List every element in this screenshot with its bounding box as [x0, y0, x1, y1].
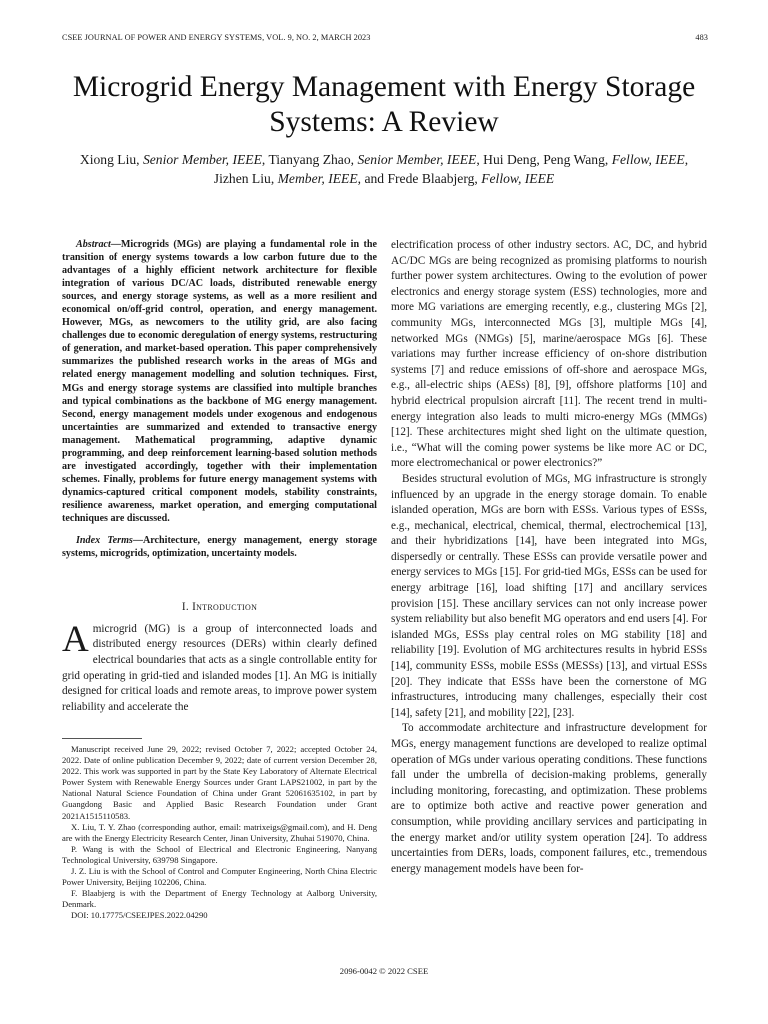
body-paragraph: electrification process of other industry sectors. AC, DC, and hybrid AC/DC MGs are being recognized as promising platforms to nourish further power system architectures. Owing to the evolution of power electronics and energy storage system (ESS) technologies, more and more MG variations are emerging recently, e.g., clustering MGs [2], community MGs, interconnected MGs [3], multiple MGs [4], networked MGs (NMGs) [5], marine/aerospace MGs [6]. These variations may further increase efficiency of on-shore distribution systems [7] and reduce emissions of off-shore and aerospace MGs, e.g., all-electric ships (AESs) [8], [9], offshore platforms [10] and hybrid electrical propulsion aircraft [11]. The recent trend in multi-energy integration also leads to multi micro-energy MGs (MMGs) [12]. These architectures might shed light on the ultimate question, i.e., “What will the coming power systems be like more AC or DC, more electromechanical or power electronics?” — [391, 239, 707, 470]
page-footer: 2096-0042 © 2022 CSEE — [339, 966, 429, 976]
author-role: Senior Member, IEEE — [142, 152, 262, 167]
footnote: X. Liu, T. Y. Zhao (corresponding author, email: matrixeigs@gmail.com), and H. Deng are with the Energy Electricity Research Center, Jinan University, Zhuhai 519070, China. — [62, 821, 377, 843]
intro-text: microgrid (MG) is a group of interconnected loads and distributed energy resources (DERs) within clearly defined electrical boundaries that acts as a single controllable entity for grid operating in grid-tied and islanded modes [1]. An MG is initially designed for critical loads and remote areas, to improve power system reliability and accelerate the — [62, 622, 377, 713]
index-terms — [62, 534, 377, 560]
author-role: Member, IEEE — [277, 171, 358, 186]
author: Tianyang Zhao — [268, 152, 351, 167]
section-heading — [62, 600, 377, 616]
paper-title: Microgrid Energy Management with Energy Storage Systems: A Review — [72, 71, 696, 138]
right-column — [391, 238, 707, 877]
footnotes — [62, 744, 377, 922]
author: Xiong Liu — [79, 152, 137, 167]
author: Hui Deng — [483, 152, 537, 167]
index-terms-label: Index Terms — [76, 535, 133, 547]
body-paragraph: To accommodate architecture and infrastructure development for MGs, energy management functions are developed to realize optimal operation of MGs under various operating conditions. These functions fall under the umbrella of decision-making problems, generally including monitoring, forecasting, and optimization. These problems are to optimize both active and reactive power generation and consumption, while providing ancillary services and participating in the energy market and/or utility system operation [24]. To address uncertainties from DERs, loads, component failures, etc., tremendous energy management models have been for- — [391, 722, 707, 875]
journal-name: CSEE JOURNAL OF POWER AND ENERGY SYSTEMS, VOL. 9, NO. 2, MARCH 2023 — [62, 33, 371, 42]
footnote: F. Blaabjerg is with the Department of Energy Technology at Aalborg University, Denmark. — [62, 888, 377, 910]
author: Jizhen Liu — [213, 171, 271, 186]
abstract — [62, 238, 377, 525]
author-role: Fellow, IEEE — [611, 152, 685, 167]
author-role: Fellow, IEEE — [481, 171, 555, 186]
abstract-label: Abstract — [76, 239, 111, 250]
author: Peng Wang — [543, 152, 605, 167]
author: Frede Blaabjerg — [387, 171, 475, 186]
section-numeral: I. — [181, 601, 189, 614]
left-column — [62, 238, 377, 715]
page-number: 483 — [695, 33, 708, 42]
author-list: Xiong Liu, Senior Member, IEEE, Tianyang Zhao, Senior Member, IEEE, Hui Deng, Peng Wang, Fellow, IEEE, Jizhen Liu, Member, IEEE, and Frede Blaabjerg, Fellow, IEEE — [79, 152, 689, 186]
drop-cap: A — [62, 618, 89, 660]
footnote-doi: DOI: 10.17775/CSEEJPES.2022.04290 — [71, 910, 208, 921]
index-terms-text: —Architecture, energy management, energy storage systems, microgrids, optimization, uncertainty models. — [62, 535, 377, 560]
running-head — [62, 33, 708, 42]
footnote: P. Wang is with the School of Electrical and Electronic Engineering, Nanyang Technological University, 639798 Singapore. — [62, 843, 377, 865]
footnote-rule — [62, 738, 142, 739]
footnote: J. Z. Liu is with the School of Control and Computer Engineering, North China Electric Power University, Beijing 102206, China. — [62, 866, 377, 888]
footnote: Manuscript received June 29, 2022; revised October 7, 2022; accepted October 24, 2022. Date of online publication December 9, 2022; date of current version December 28, 2022. This work was supported in part by the State Key Laboratory of Alternate Electrical Power System with Renewable Energy Sources under Grant LAPS21002, in part by the National Natural Science Foundation of China under Grant 52061635102, in part by Guangdong Basic and Applied Basic Research Foundation under Grant 2021A1515110583. — [62, 744, 377, 821]
body-paragraph: Besides structural evolution of MGs, MG infrastructure is strongly influenced by an upgrade in the energy storage domain. To enable islanded operation, MGs are born with ESSs. Various types of ESSs, e.g., mechanical, electrical, chemical, thermal, electrochemical [13], and their hybridizations [14], have been integrated into MGs, dispersedly or centrally. These ESSs can provide versatile power and energy services to MGs [15]. For grid-tied MGs, ESSs can be used for energy arbitrage [16], load shifting [17] and ancillary services provision [15]. These ancillary services can not only increase power system reliability but also benefit MG operators and end users [4]. For islanded MGs, ESSs play central roles on MG stability [18] and reliability [19]. Evolution of MG architectures results in hybrid ESSs [14], community ESSs, mobile ESSs (MESSs) [13], and virtual ESSs [20]. They indicate that ESSs have been the cornerstone of MG infrastructures, introducing many challenges, especially their cost [14], safety [21], and mobility [22], [23]. — [391, 472, 707, 719]
author-role: Senior Member, IEEE — [357, 152, 477, 167]
abstract-text: —Microgrids (MGs) are playing a fundamental role in the transition of energy systems towards a low carbon future due to the advantages of a highly efficient network architecture for flexible integration of various DC/AC loads, distributed renewable energy sources, and energy storage systems, as well as a more resilient and economical on/off-grid control, operation, and energy management. However, MGs, as newcomers to the utility grid, are also facing challenges due to economic deregulation of energy systems, restructuring of generation, and market-based operation. This paper comprehensively summarizes the published research works in the areas of MGs and related energy management modelling and solution techniques. First, MGs and energy storage systems are classified into multiple branches and typical combinations as the backbone of MG energy management. Second, energy management models under exogenous and endogenous uncertainties are summarized and extended to transactive energy management. Mathematical programming, adaptive dynamic programming, and deep reinforcement learning-based solution methods are investigated accordingly, together with their implementation schemes. Finally, problems for future energy management systems with dynamics-captured critical component models, stability constraints, resilience awareness, market operation, and emerging computational techniques are discussed. — [62, 239, 377, 524]
section-title: Introduction — [192, 601, 258, 614]
intro-paragraph — [62, 618, 377, 716]
